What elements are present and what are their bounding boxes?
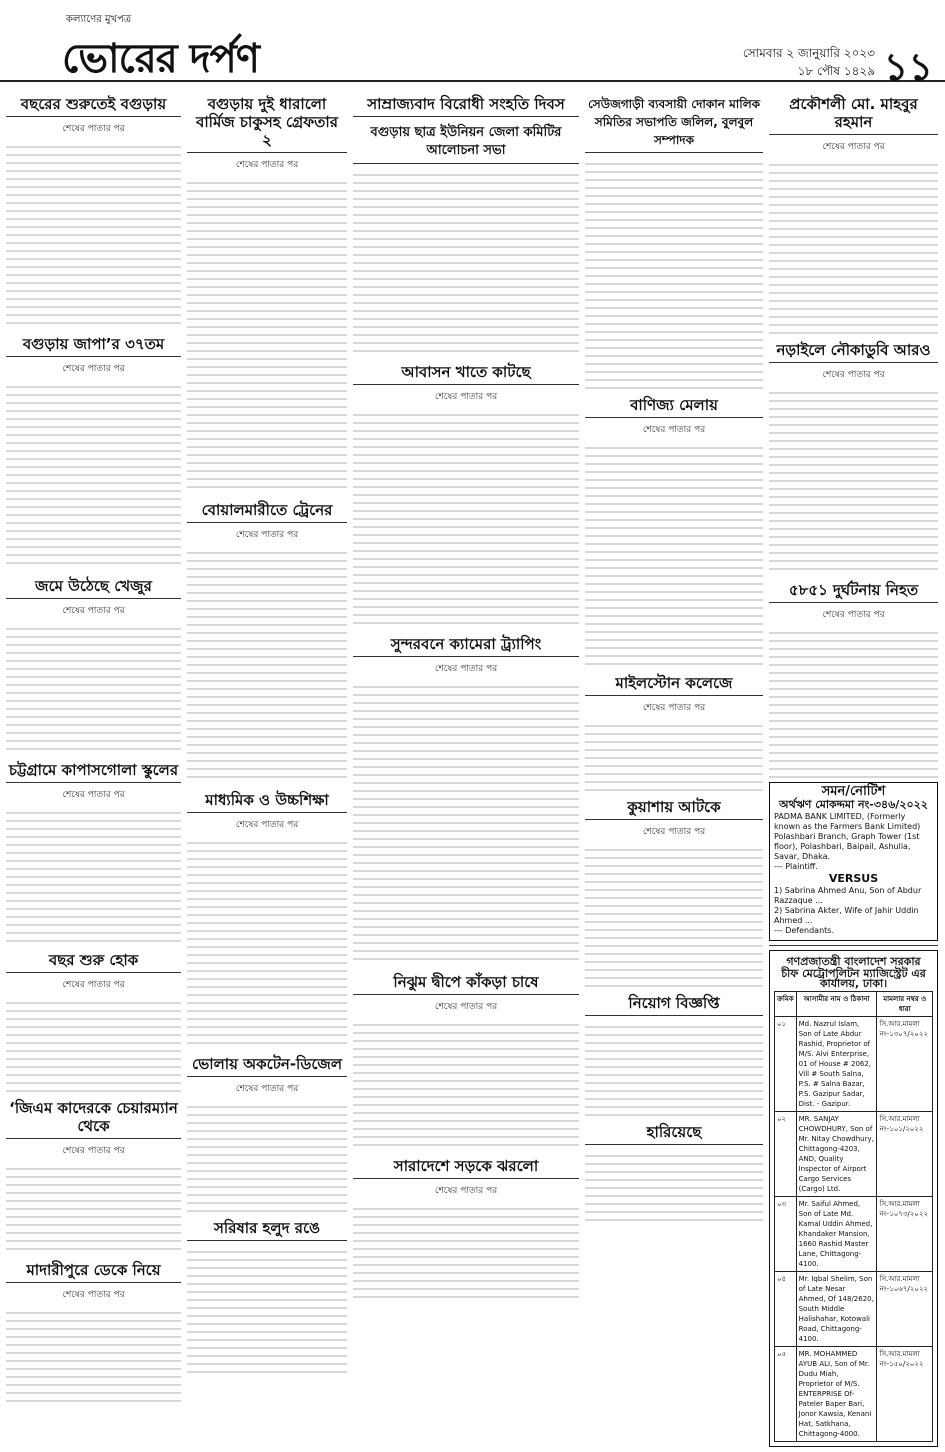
continuation-13: শেষের পাতার পর [434, 392, 498, 402]
headline-19: সেউজগাড়ী ব্যবসায়ী দোকান মালিক সমিতির সভাপতি জলিল, বুলবুল সম্পাদক [585, 92, 763, 153]
headline-16: সুন্দরবনে ক্যামেরা ট্র্যাপিং [353, 632, 579, 657]
dateline [743, 44, 875, 80]
story-body-1 [6, 140, 181, 328]
headline-25: প্রকৌশলী মো. মাহবুর রহমান [769, 92, 938, 135]
court-notice-title: গণপ্রজাতন্ত্রী বাংলাদেশ সরকার [786, 955, 921, 968]
headline-27: ৫৮৫১ দুর্ঘটনায় নিহত [769, 578, 938, 603]
masthead [0, 0, 945, 89]
headline-15: আবাসন খাতে কাটছে [353, 360, 579, 385]
story-body-16 [353, 1018, 579, 1150]
column-3 [353, 88, 579, 1444]
headline-13: সাম্রাজ্যবাদ বিরোধী সংহতি দিবস [353, 92, 579, 117]
table-cell: MR. MOHAMMED AYUB ALI, Son of Mr. Dudu Miah, Proprietor of M/S. ENTERPRISE Of-Pateler Baper Bari, Jonor Kawsia, Kenani Hat, Satkhana, Chittagong-4000. [796, 1347, 877, 1442]
continuation-3: শেষের পাতার পর [62, 606, 125, 616]
headline-6: ‘জিএম কাদেরকে চেয়ারম্যান থেকে [6, 1096, 181, 1139]
table-cell: সি.আর.মামলা নং-১৩০৭/২০২২ [877, 1017, 933, 1112]
table-cell: সি.আর.মামলা নং-১০৬৭/২০২২ [877, 1272, 933, 1347]
table-header-name: আসামীর নাম ও ঠিকানা [796, 992, 877, 1017]
headline-17: নিঝুম দ্বীপে কাঁকড়া চাষে [353, 970, 579, 995]
continuation-22: শেষের পাতার পর [642, 827, 706, 837]
continuation-8: শেষের পাতার পর [235, 160, 299, 170]
headline-5: বছর শুরু হোক [6, 948, 181, 973]
table-cell: সি.আর.মামলা নং-১৫০/২০২২ [877, 1347, 933, 1442]
headline-14: বগুড়ায় ছাত্র ইউনিয়ন জেলা কমিটির আলোচনা সভা [353, 121, 579, 164]
column-4 [585, 88, 763, 1444]
story-body-20 [585, 719, 763, 791]
story-body-5 [6, 996, 181, 1092]
table-header-serial: ক্রমিক [775, 992, 797, 1017]
story-body-8 [187, 176, 347, 494]
table-cell: Mr. Iqbal Shelim, Son of Late Nesar Ahmed, Of 148/2620, South Middle Halishahar, Kotowali Road, Chittagong-4100. [796, 1272, 877, 1347]
table-row [775, 1347, 933, 1442]
headline-7: মাদারীপুরে ডেকে নিয়ে [6, 1258, 181, 1283]
column-2 [187, 88, 347, 1444]
versus: VERSUS [828, 872, 879, 885]
story-body-7 [6, 1306, 181, 1402]
court-notice-subtitle: চীফ মেট্রোপলিটন ম্যাজিস্ট্রেট এর কার্যালয়, ঢাকা। [781, 967, 926, 990]
defendant-1: 1) Sabrina Ahmed Anu, Son of Abdur Razzaque ... [774, 886, 922, 905]
plaintiff-label: --- Plaintiff. [774, 862, 818, 871]
table-cell: ০৪ [775, 1272, 797, 1347]
continuation-5: শেষের পাতার পর [62, 980, 125, 990]
masthead-tagline: কল্যাণের মুখপত্র [66, 14, 132, 25]
story-body-22 [585, 1020, 763, 1116]
story-body-21 [585, 843, 763, 987]
story-body-26 [769, 626, 938, 782]
story-body-18 [585, 157, 763, 389]
continuation-4: শেষের পাতার পর [62, 790, 125, 800]
case-line: অর্থঋণ মোকদ্দমা নং-৩৪৬/২০২২ [779, 798, 928, 811]
continuation-27: শেষের পাতার পর [822, 610, 885, 620]
headline-26: নড়াইলে নৌকাডুবি আরও [769, 338, 938, 363]
headline-22: কুয়াশায় আটকে [585, 795, 763, 820]
defendant-2: 2) Sabrina Akter, Wife of Jahir Uddin Ahmed ... [774, 906, 919, 925]
date-bangla: ১৮ পৌষ ১৪২৯ [797, 64, 875, 78]
continuation-16: শেষের পাতার পর [434, 1186, 498, 1196]
headline-24: হারিয়েছে [585, 1120, 763, 1145]
story-body-4 [6, 806, 181, 944]
table-row [775, 1017, 933, 1112]
column-1 [6, 88, 181, 1444]
continuation-10: শেষের পাতার পর [235, 820, 299, 830]
continuation-26: শেষের পাতার পর [822, 370, 885, 380]
story-body-2 [6, 380, 181, 570]
story-body-24 [769, 158, 938, 334]
table-cell: MR. SANJAY CHOWDHURY, Son of Mr. Nitay Chowdhury, Chittagong-4203, AND, Quality Inspector of Airport Cargo Services (Cargo) Ltd. [796, 1112, 877, 1197]
story-body-17 [353, 1202, 579, 1298]
separator [769, 945, 938, 946]
headline-8: বগুড়ায় দুই ধারালো বার্মিজ চাকুসহ গ্রেফতার ২ [187, 92, 347, 153]
plaintiff: PADMA BANK LIMITED, (Formerly known as the Farmers Bank Limited) Polashbari Branch, Graph Tower (1st floor), Polashbari, Baipail, Ashulia, Savar, Dhaka. [774, 812, 921, 861]
story-body-14 [353, 408, 579, 628]
story-body-12 [187, 1245, 347, 1373]
accused-table [774, 991, 933, 1442]
story-body-23 [585, 1149, 763, 1227]
column-5 [769, 88, 938, 1444]
table-cell: ০২ [775, 1112, 797, 1197]
story-body-25 [769, 386, 938, 574]
table-row [775, 1272, 933, 1347]
story-body-9 [187, 546, 347, 784]
table-cell: সি.আর.মামলা নং-১০৭৩/২০২২ [877, 1197, 933, 1272]
headline-12: সরিষার হলুদ রঙে [187, 1216, 347, 1241]
date-gregorian: সোমবার ২ জানুয়ারি ২০২৩ [742, 46, 875, 60]
headline-23: নিয়োগ বিজ্ঞপ্তি [585, 991, 763, 1016]
headline-2: বগুড়ায় জাপা’র ৩৭তম [6, 332, 181, 357]
continuation-15: শেষের পাতার পর [434, 1002, 498, 1012]
table-row [775, 1197, 933, 1272]
table-cell: সি.আর.মামলা নং-১০১/২০২২ [877, 1112, 933, 1197]
story-body-6 [6, 1162, 181, 1254]
story-body-3 [6, 622, 181, 754]
continuation-6: শেষের পাতার পর [62, 1146, 125, 1156]
table-cell: Mr. Saiful Ahmed, Son of Late Md. Kamal Uddin Ahmed, Khandaker Mansion, 1660 Rashid Master Lane, Chittagong-4100. [796, 1197, 877, 1272]
court-notice [769, 950, 938, 1447]
table-cell: ০৫ [775, 1347, 797, 1442]
newspaper-name: ভোরের দর্পণ [62, 35, 259, 82]
story-body-11 [187, 1100, 347, 1212]
continuation-1: শেষের পাতার পর [62, 124, 125, 134]
headline-4: চট্টগ্রামে কাপাসগোলা স্কুলের [6, 758, 181, 783]
notice-title: সমন/নোটিশ [821, 784, 886, 799]
table-cell: ০৩ [775, 1197, 797, 1272]
page-number: ১১ [883, 44, 933, 89]
headline-3: জমে উঠেছে খেজুর [6, 574, 181, 599]
story-body-13 [353, 168, 579, 356]
defendants-label: --- Defendants. [774, 926, 834, 935]
continuation-11: শেষের পাতার পর [235, 1084, 299, 1094]
continuation-21: শেষের পাতার পর [642, 703, 706, 713]
continuation-14: শেষের পাতার পর [434, 664, 498, 674]
table-row [775, 1112, 933, 1197]
table-header [775, 992, 933, 1017]
continuation-25: শেষের পাতার পর [822, 142, 885, 152]
continuation-20: শেষের পাতার পর [642, 425, 706, 435]
headline-1: বছরের শুরুতেই বগুড়ায় [6, 92, 181, 117]
headline-9: বোয়ালমারীতে ট্রেনের [187, 498, 347, 523]
continuation-9: শেষের পাতার পর [235, 530, 299, 540]
story-body-10 [187, 836, 347, 1048]
table-cell: Md. Nazrul Islam, Son of Late Abdur Rashid, Proprietor of M/S. Alvi Enterprise, 01 of House # 2062, Vill # South Salna, P.S. # Salna Bazar, P.S. Gazipur Sadar, Dist. - Gazipur. [796, 1017, 877, 1112]
headline-18: সারাদেশে সড়কে ঝরলো [353, 1154, 579, 1179]
story-body-19 [585, 441, 763, 667]
headline-20: বাণিজ্য মেলায় [585, 393, 763, 418]
headline-21: মাইলস্টোন কলেজে [585, 671, 763, 696]
continuation-2: শেষের পাতার পর [62, 364, 125, 374]
continuation-7: শেষের পাতার পর [62, 1290, 125, 1300]
headline-11: ভোলায় অকটেন-ডিজেল [187, 1052, 347, 1077]
legal-notice [769, 782, 938, 941]
headline-10: মাধ্যমিক ও উচ্চশিক্ষা [187, 788, 347, 813]
table-header-case: মামলার নম্বর ও ধারা [877, 992, 933, 1017]
story-body-15 [353, 680, 579, 966]
table-cell: ০১ [775, 1017, 797, 1112]
